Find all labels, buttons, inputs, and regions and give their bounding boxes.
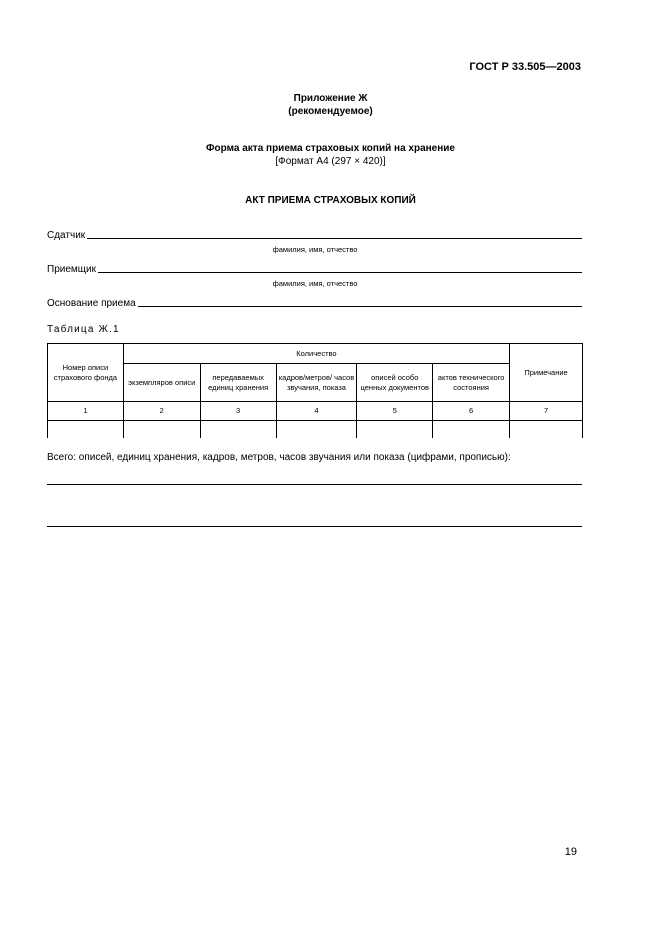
column-number: 4 <box>276 402 357 421</box>
table-cell[interactable] <box>357 421 433 438</box>
column-number: 2 <box>123 402 200 421</box>
act-title: АКТ ПРИЕМА СТРАХОВЫХ КОПИЙ <box>245 195 416 206</box>
col-inventory-number: Номер описи страхового фонда <box>48 344 124 402</box>
table-cell[interactable] <box>433 421 510 438</box>
receiver-field[interactable] <box>47 264 582 275</box>
table-caption: Таблица Ж.1 <box>47 324 120 335</box>
column-number: 3 <box>200 402 276 421</box>
giver-line[interactable] <box>87 237 582 239</box>
header-row-2 <box>48 364 583 402</box>
col-group-quantity: Количество <box>123 344 509 364</box>
col-inventory-copies: экземпляров описи <box>123 364 200 402</box>
column-number: 7 <box>510 402 583 421</box>
basis-line[interactable] <box>138 305 582 307</box>
total-line-2[interactable] <box>47 526 582 527</box>
total-line-1[interactable] <box>47 484 582 485</box>
appendix-subtitle: (рекомендуемое) <box>288 106 373 117</box>
col-storage-units: передаваемых единиц хранения <box>200 364 276 402</box>
table-cell[interactable] <box>276 421 357 438</box>
giver-label: Сдатчик <box>47 230 86 241</box>
col-frames-meters-hours: кадров/метров/ часов звучания, показа <box>276 364 357 402</box>
column-number: 5 <box>357 402 433 421</box>
col-condition-acts: актов технического состояния <box>433 364 510 402</box>
giver-field[interactable] <box>47 230 582 241</box>
giver-hint: фамилия, имя, отчество <box>272 245 358 254</box>
table-row <box>48 421 583 438</box>
appendix-title: Приложение Ж <box>293 93 368 104</box>
table-cell[interactable] <box>123 421 200 438</box>
form-heading <box>0 142 661 168</box>
column-numbers-row <box>48 402 583 421</box>
receiver-label: Приемщик <box>47 264 96 275</box>
appendix-heading <box>0 92 661 118</box>
receiver-hint: фамилия, имя, отчество <box>272 279 358 288</box>
page-number: 19 <box>564 846 577 858</box>
col-note: Примечание <box>510 344 583 402</box>
standard-number: ГОСТ Р 33.505—2003 <box>469 61 581 73</box>
receiver-line[interactable] <box>98 271 582 273</box>
table-cell[interactable] <box>200 421 276 438</box>
basis-label: Основание приема <box>47 298 136 309</box>
acceptance-table <box>47 343 583 438</box>
header-row-1 <box>48 344 583 364</box>
table-cell[interactable] <box>48 421 124 438</box>
column-number: 1 <box>48 402 124 421</box>
total-label: Всего: описей, единиц хранения, кадров, метров, часов звучания или показа (цифрами, прописью): <box>47 452 511 463</box>
col-valuable-inventories: описей особо ценных документов <box>357 364 433 402</box>
form-format: [Формат А4 (297 × 420)] <box>275 156 386 167</box>
form-title: Форма акта приема страховых копий на хранение <box>206 143 455 154</box>
basis-field[interactable] <box>47 298 582 309</box>
table-cell[interactable] <box>510 421 583 438</box>
column-number: 6 <box>433 402 510 421</box>
